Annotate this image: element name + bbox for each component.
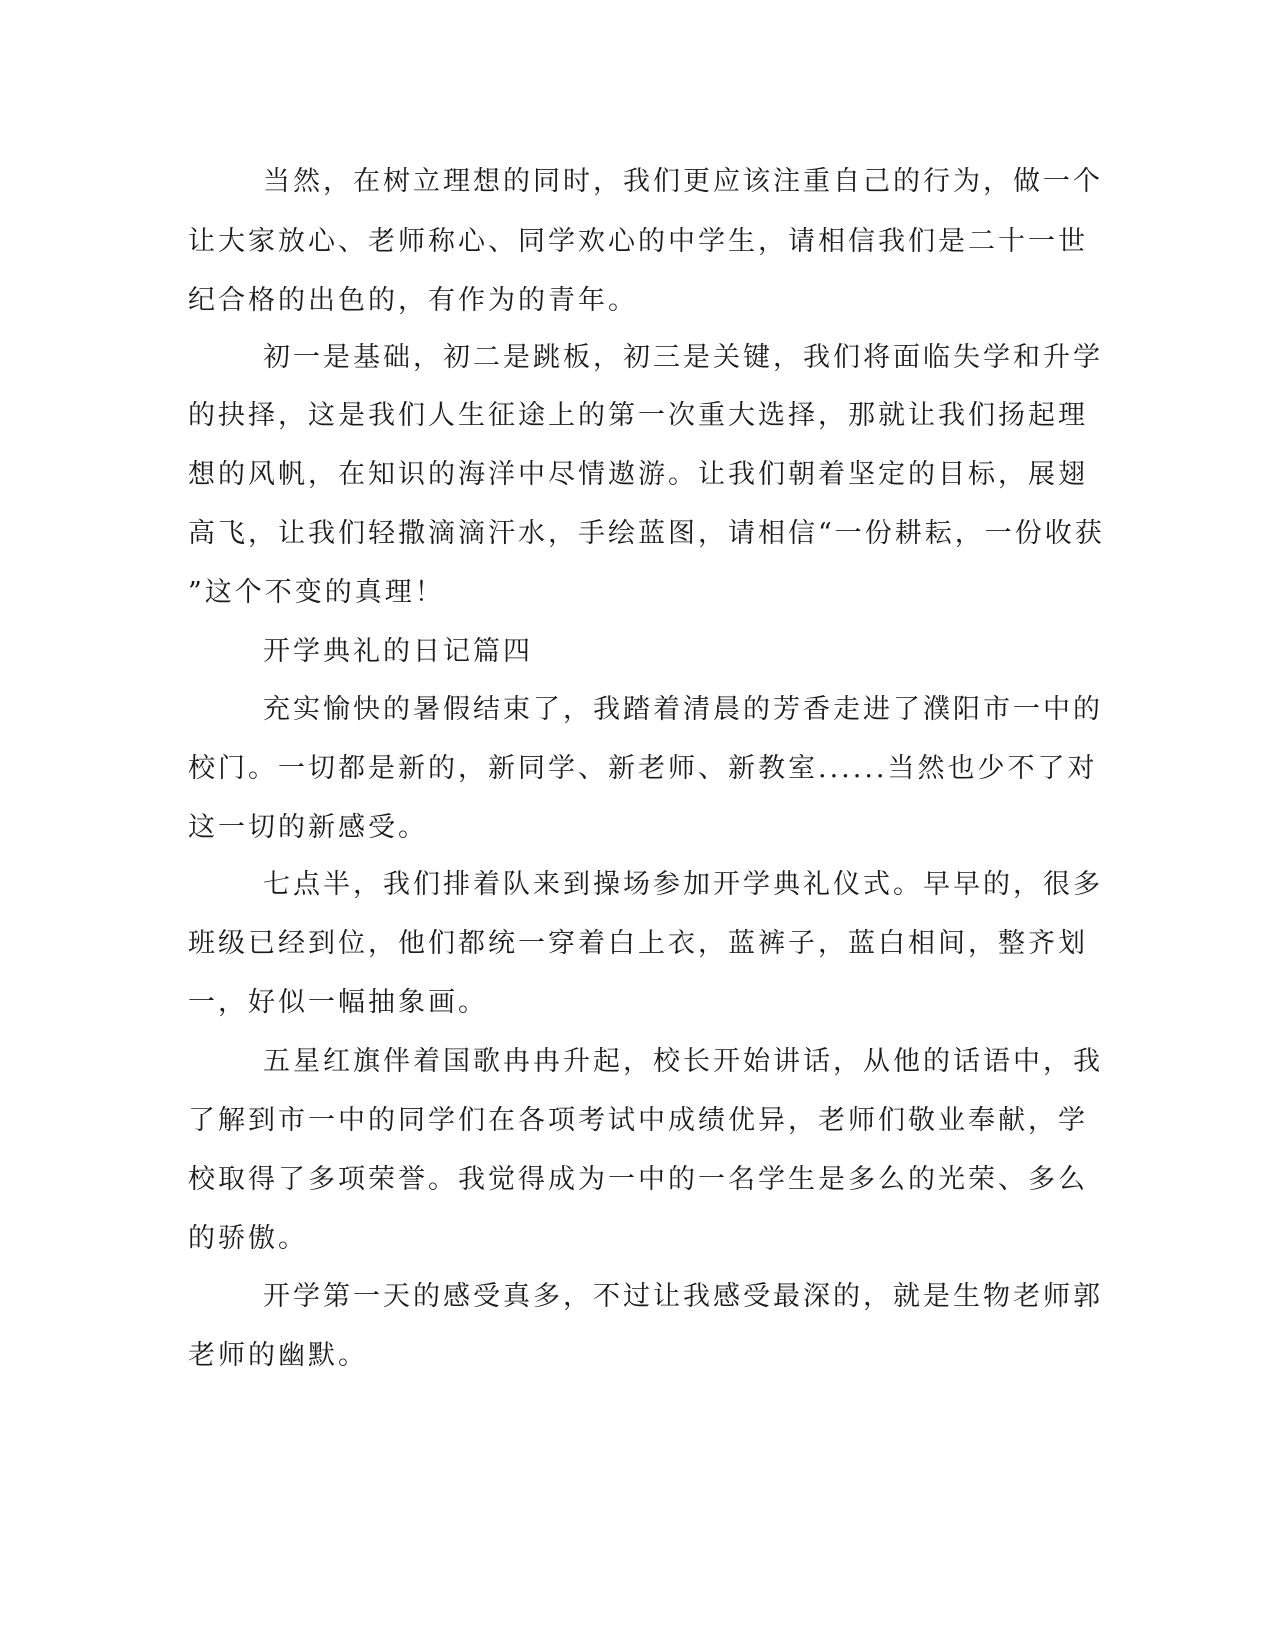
text-line: 班级已经到位，他们都统一穿着白上衣，蓝裤子，蓝白相间，整齐划 xyxy=(188,928,1088,959)
text-line: 想的风帆，在知识的海洋中尽情遨游。让我们朝着坚定的目标，展翅 xyxy=(188,459,1088,490)
text-line: 五星红旗伴着国歌冉冉升起，校长开始讲话，从他的话语中，我 xyxy=(263,1046,1103,1077)
section-heading: 开学典礼的日记篇四 xyxy=(263,636,533,667)
text-line: 老师的幽默。 xyxy=(188,1340,368,1371)
text-line: 充实愉快的暑假结束了，我踏着清晨的芳香走进了濮阳市一中的 xyxy=(263,694,1103,725)
text-line: 的抉择，这是我们人生征途上的第一次重大选择，那就让我们扬起理 xyxy=(188,400,1088,431)
text-line: 的骄傲。 xyxy=(188,1223,308,1254)
text-line: 校门。一切都是新的，新同学、新老师、新教室......当然也少不了对 xyxy=(188,753,1098,784)
text-line: 七点半，我们排着队来到操场参加开学典礼仪式。早早的，很多 xyxy=(263,869,1103,900)
text-line: 了解到市一中的同学们在各项考试中成绩优异，老师们敬业奉献，学 xyxy=(188,1105,1088,1136)
text-line: 这一切的新感受。 xyxy=(188,812,428,843)
text-line: 当然，在树立理想的同时，我们更应该注重自己的行为，做一个 xyxy=(263,166,1103,197)
text-line: 开学第一天的感受真多，不过让我感受最深的，就是生物老师郭 xyxy=(263,1281,1103,1312)
text-line: 让大家放心、老师称心、同学欢心的中学生，请相信我们是二十一世 xyxy=(188,226,1088,257)
text-line: 校取得了多项荣誉。我觉得成为一中的一名学生是多么的光荣、多么 xyxy=(188,1164,1088,1195)
text-line: 初一是基础，初二是跳板，初三是关键，我们将面临失学和升学 xyxy=(263,342,1103,373)
text-line: ”这个不变的真理！ xyxy=(188,577,445,608)
text-line: 一，好似一幅抽象画。 xyxy=(188,987,488,1018)
text-line: 纪合格的出色的，有作为的青年。 xyxy=(188,285,638,316)
text-line: 高飞，让我们轻撒滴滴汗水，手绘蓝图，请相信“一份耕耘，一份收获 xyxy=(188,518,1105,549)
